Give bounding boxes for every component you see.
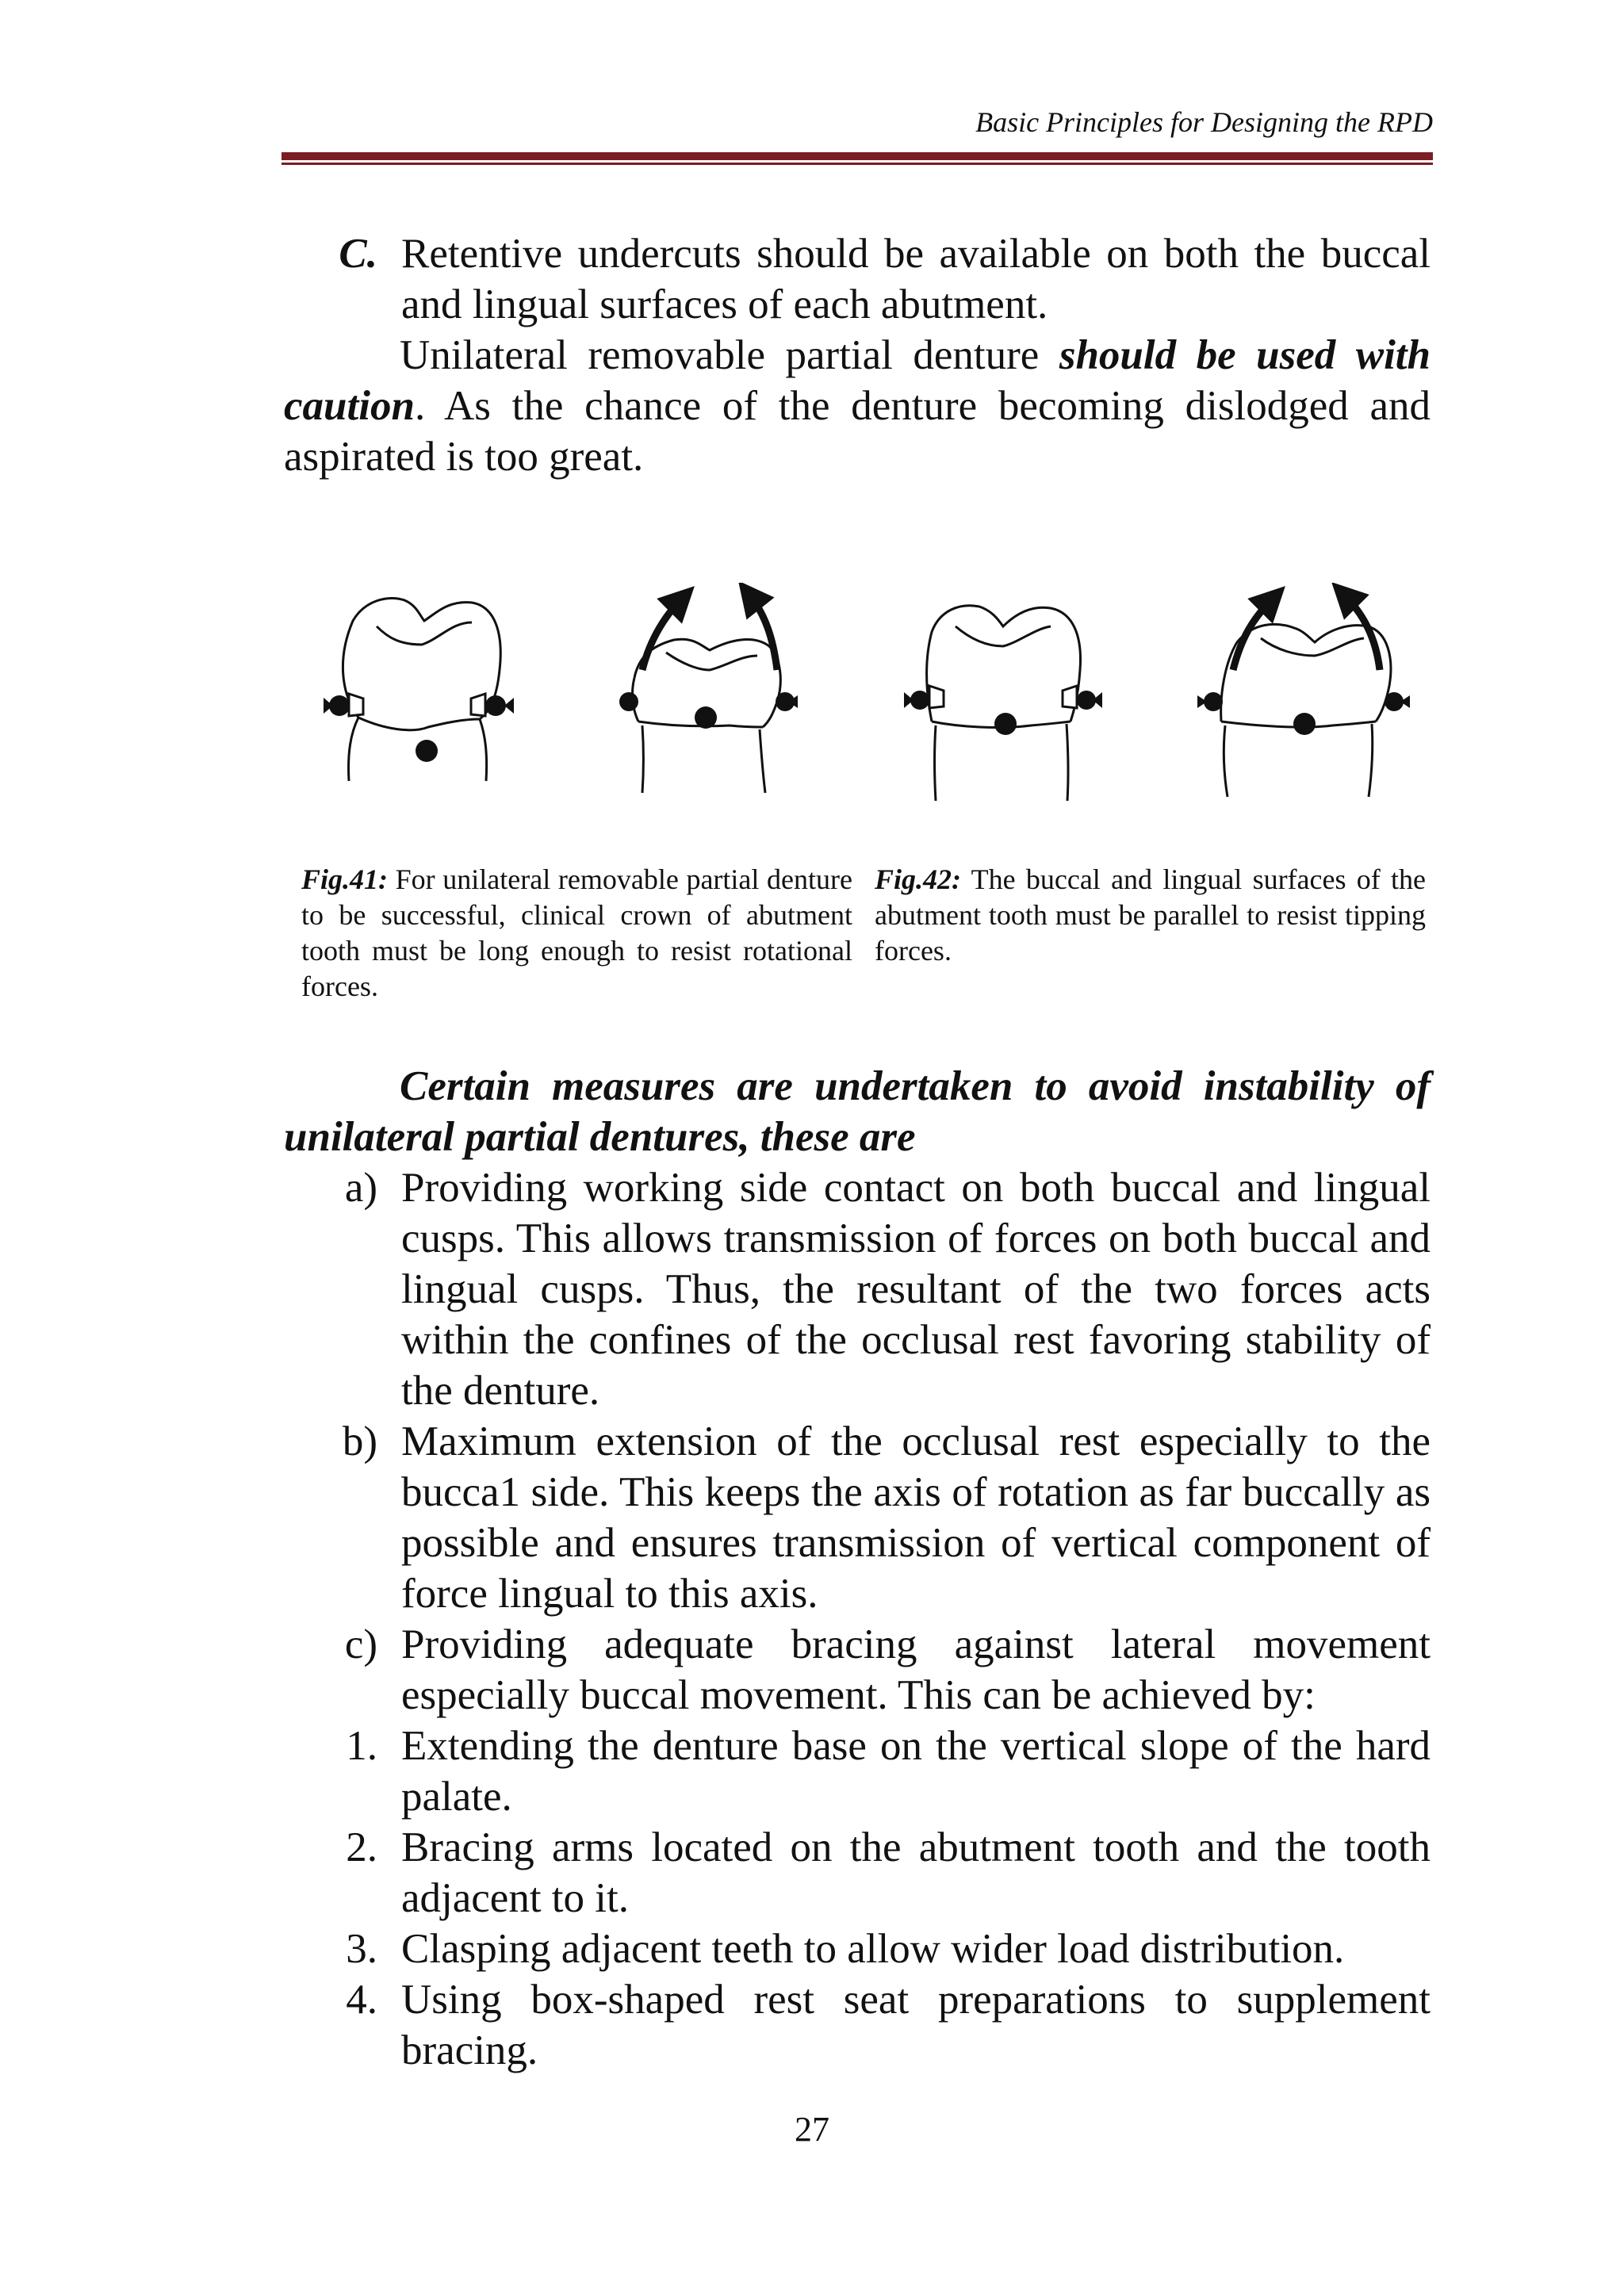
measures-heading: Certain measures are undertaken to avoid instability of unilateral partial dentures, these are [284,1063,1431,1160]
tooth-diagram-2 [619,595,798,793]
caution-pre: Unilateral removable partial denture [400,332,1059,378]
running-head: Basic Principles for Designing the RPD [975,106,1433,138]
bracing-text: Extending the denture base on the vertical slope of the hard palate. [401,1723,1431,1820]
figure-41-text: For unilateral removable partial denture to be successful, clinical crown of abutment tooth must be long enough to resist rotational forces. [301,863,852,1002]
bracing-marker: 4. [346,1977,377,2023]
measure-marker: a) [344,1165,377,1211]
measure-text: Providing adequate bracing against lateral movement especially buccal movement. This can be achieved by: [401,1621,1431,1718]
caution-post: . As the chance of the denture becoming dislodged and aspirated is too great. [284,383,1431,480]
bracing-item-2 [284,1822,1431,1924]
header-rule-thick [282,152,1433,160]
measure-item-c [284,1619,1431,1721]
bracing-text: Bracing arms located on the abutment tooth and the tooth adjacent to it. [401,1824,1431,1921]
measure-marker: c) [344,1621,377,1667]
bracing-text: Clasping adjacent teeth to allow wider load distribution. [401,1926,1345,1972]
section-c-text: Retentive undercuts should be available on both the buccal and lingual surfaces of each abutment. [401,231,1431,327]
upper-text-block [284,228,1431,482]
measure-text: Maximum extension of the occlusal rest especially to the bucca1 side. This keeps the axis of rotation as far buccally as possible and ensures transmission of vertical component of force lingual to this axis. [401,1418,1431,1617]
section-c-marker: C. [339,231,377,277]
bracing-marker: 2. [346,1824,377,1870]
measure-item-a [284,1162,1431,1416]
bracing-item-1 [284,1721,1431,1822]
bracing-text: Using box-shaped rest seat preparations to supplement bracing. [401,1977,1431,2073]
caution-paragraph [284,330,1431,482]
figure-42-text: The buccal and lingual surfaces of the abutment tooth must be parallel to resist tipping forces. [875,863,1426,967]
figure-41-caption [301,862,852,1005]
tooth-diagram-4 [1197,595,1410,797]
measure-marker: b) [342,1418,377,1464]
measure-item-b [284,1416,1431,1619]
section-c-item [284,228,1431,330]
figure-42-caption [875,862,1426,969]
caution-emphasis: should be used with caution [284,332,1431,429]
measure-text: Providing working side contact on both buccal and lingual cusps. This allows transmission of forces on both buccal and lingual cusps. Thus, the resultant of the two forces acts within the confines of the occlusal rest favoring stability of the denture. [401,1165,1431,1414]
bracing-item-4 [284,1974,1431,2076]
bracing-marker: 3. [346,1926,377,1972]
tooth-diagram-3 [904,606,1102,801]
measures-block [284,1061,1431,2076]
tooth-diagram-1 [324,598,514,781]
header-rule-thin [282,163,1433,165]
figure-41-label: Fig.41: [301,863,389,895]
bracing-marker: 1. [346,1723,377,1769]
figure-illustrations [301,583,1427,829]
bracing-item-3 [284,1924,1431,1974]
figure-42-label: Fig.42: [875,863,962,895]
page-number: 27 [795,2110,829,2149]
